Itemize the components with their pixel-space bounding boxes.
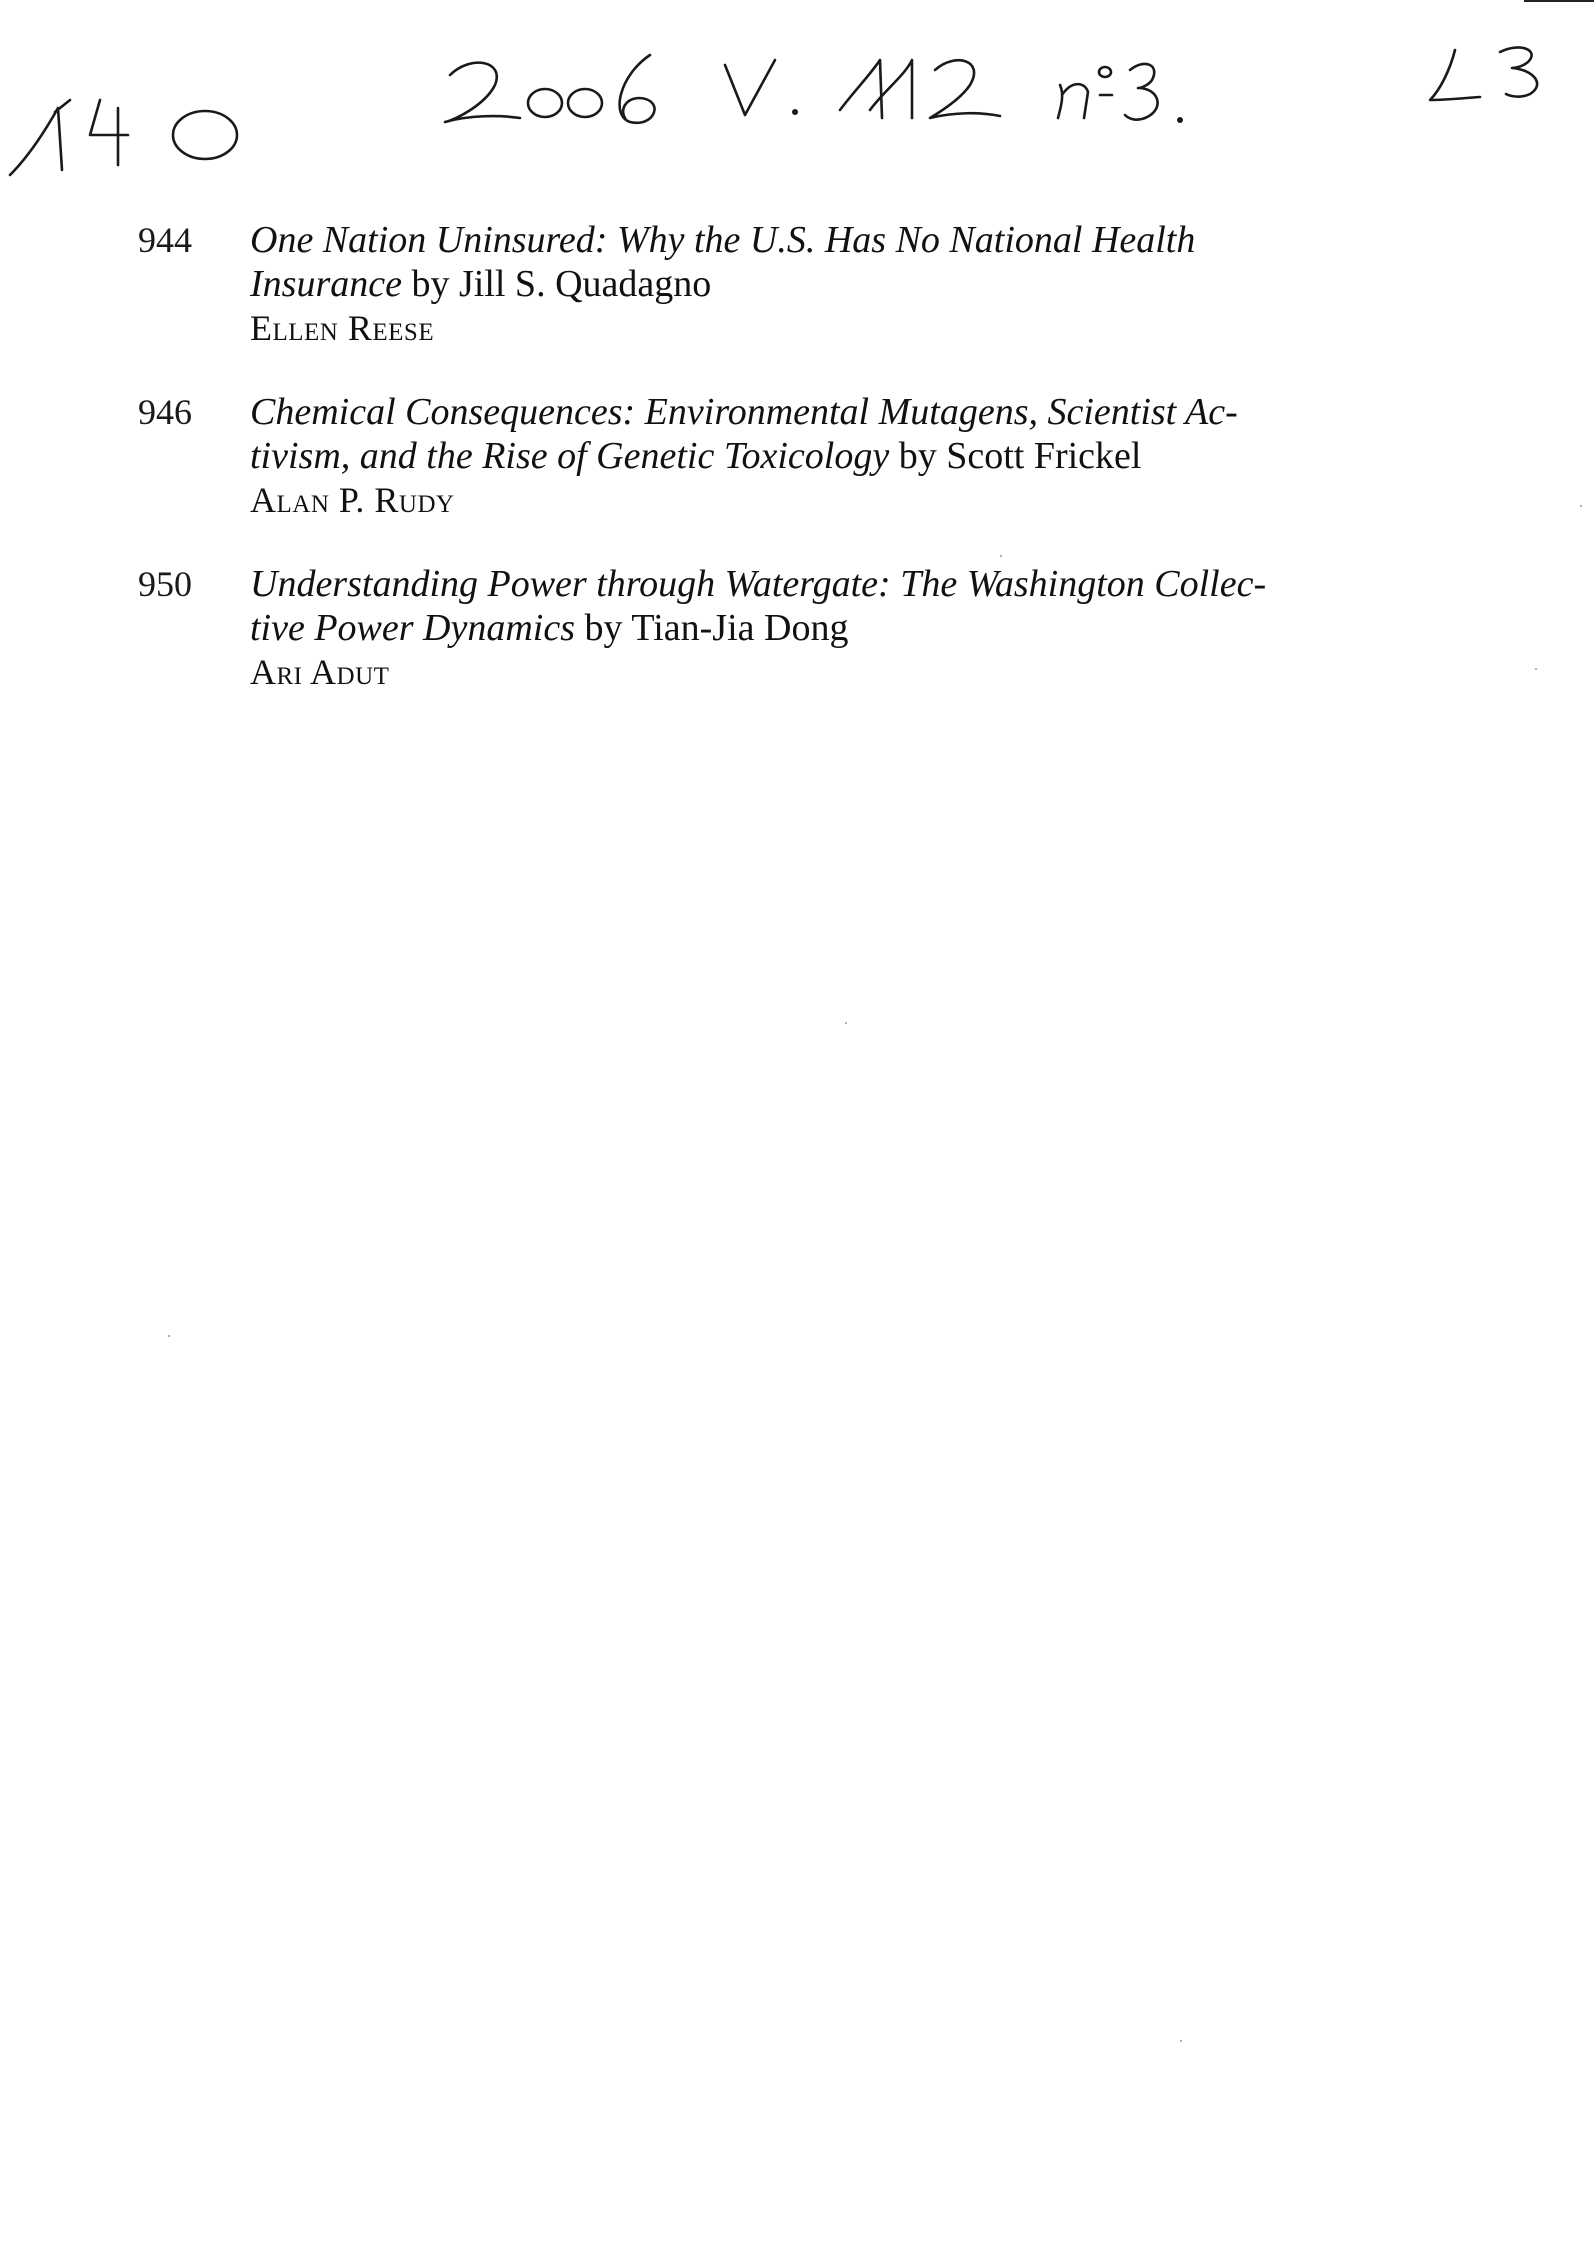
review-listing (138, 218, 1438, 734)
book-author: by Scott Frickel (889, 435, 1142, 477)
book-author: by Jill S. Quadagno (401, 263, 712, 305)
handwritten-annotation-left (10, 100, 237, 175)
reviewer-name: Alan P. Rudy (250, 480, 455, 520)
page-number: 944 (138, 220, 192, 260)
book-title-line (250, 606, 1438, 650)
book-title-continuation: Insurance (250, 263, 402, 305)
review-entry (138, 218, 1438, 350)
review-entry (138, 390, 1438, 522)
handwritten-annotation-right (1430, 47, 1537, 100)
review-entry (138, 562, 1438, 694)
book-title-line: Chemical Consequences: Environmental Mutagens, Scientist Ac- (250, 391, 1238, 433)
page-number: 950 (138, 564, 192, 604)
review-entry-body (250, 218, 1438, 350)
scan-speck (1000, 555, 1002, 557)
book-title-line: Understanding Power through Watergate: The Washington Collec- (250, 563, 1267, 605)
handwritten-annotation-center (445, 55, 1183, 123)
reviewer-name: Ellen Reese (250, 308, 435, 348)
book-title-continuation: tive Power Dynamics (250, 607, 576, 649)
reviewer-name: Ari Adut (250, 652, 390, 692)
book-author: by Tian-Jia Dong (575, 607, 849, 649)
book-title-continuation: tivism, and the Rise of Genetic Toxicology (250, 435, 890, 477)
book-title-line (250, 434, 1438, 478)
scan-speck (1180, 2040, 1182, 2042)
book-title-line (250, 262, 1438, 306)
review-entry-body (250, 562, 1438, 694)
book-title-line: One Nation Uninsured: Why the U.S. Has No National Health (250, 219, 1196, 261)
scan-speck (168, 1335, 170, 1337)
scan-speck (1580, 505, 1582, 507)
page-number: 946 (138, 392, 192, 432)
handwritten-annotations (0, 0, 1594, 200)
scan-speck (1535, 668, 1537, 670)
scan-speck (845, 1022, 847, 1024)
review-entry-body (250, 390, 1438, 522)
